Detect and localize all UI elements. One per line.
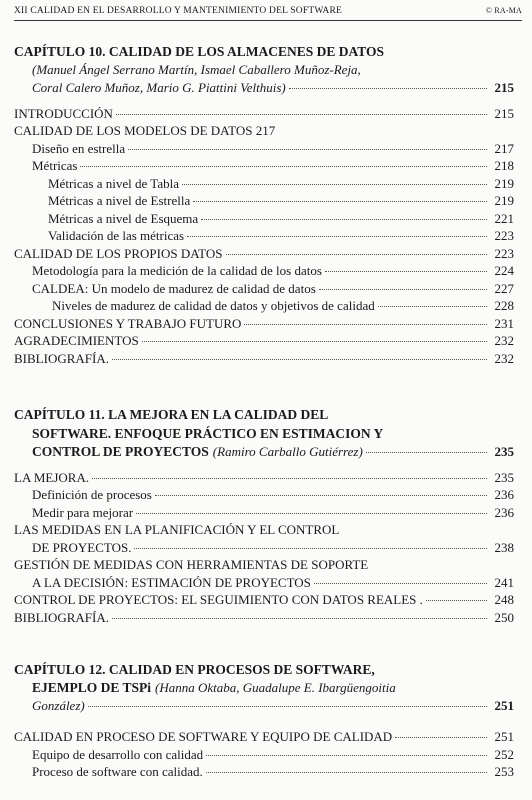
- toc-entry: [14, 350, 514, 368]
- leader-dots: [325, 271, 487, 272]
- leader-dots: [201, 219, 487, 220]
- toc-entry-text: A LA DECISIÓN: ESTIMACIÓN DE PROYECTOS: [32, 574, 311, 590]
- chapter-11-page: 235: [494, 444, 514, 459]
- toc-entry-text: CONCLUSIONES Y TRABAJO FUTURO: [14, 315, 242, 331]
- toc-entry-page: 223: [494, 228, 514, 243]
- leader-dots: [136, 513, 487, 514]
- toc-entry-text: CALIDAD EN PROCESO DE SOFTWARE Y EQUIPO DE CALIDAD: [14, 729, 393, 744]
- toc-entry-text: Proceso de software con calidad.: [32, 764, 203, 779]
- toc-entry-text: Definición de procesos: [32, 487, 152, 502]
- toc-entry-page: 221: [494, 210, 514, 226]
- toc-entry-page: 218: [494, 158, 514, 173]
- toc-entry: [14, 504, 514, 522]
- toc-entry-text: LA MEJORA.: [14, 469, 90, 485]
- toc-entry-gestion: [14, 556, 514, 574]
- leader-dots: [155, 495, 487, 496]
- toc-entry-page: 248: [494, 592, 514, 607]
- toc-entry: [14, 591, 514, 609]
- toc-entry-text: DE PROYECTOS.: [32, 539, 132, 555]
- toc-entry-text: Métricas a nivel de Tabla: [48, 175, 179, 191]
- toc-entry: [14, 210, 514, 228]
- leader-dots: [226, 254, 487, 255]
- chapter-11-title-line2: SOFTWARE. ENFOQUE PRÁCTICO EN ESTIMACION Y: [32, 426, 384, 441]
- toc-entry-page: 219: [494, 193, 514, 208]
- toc-entry-page: 223: [494, 245, 514, 261]
- chapter-11-title-line3: [14, 443, 514, 461]
- chapter-12-title-line2: [14, 679, 514, 697]
- header-title: XII CALIDAD EN EL DESARROLLO Y MANTENIMIENTO DEL SOFTWARE: [14, 6, 343, 16]
- leader-dots: [92, 478, 487, 479]
- toc-entry-text: Equipo de desarrollo con calidad: [32, 746, 204, 762]
- toc-entry: [14, 609, 514, 627]
- toc-entry-text: INTRODUCCIÓN: [14, 105, 113, 121]
- toc-entry-text: BIBLIOGRAFÍA.: [14, 350, 109, 366]
- chapter-10-authors-line2: [14, 79, 514, 97]
- chapter-11-entries-tail: [14, 591, 514, 626]
- toc-entry: [14, 175, 514, 193]
- toc-entry: [14, 157, 514, 175]
- toc-entry-text: AGRADECIMIENTOS: [14, 333, 139, 348]
- toc-entry-text: CALDEA: Un modelo de madurez de calidad de datos: [32, 280, 316, 296]
- toc-entry-text: LAS MEDIDAS EN LA PLANIFICACIÓN Y EL CONTROL: [14, 522, 340, 537]
- chapter-10-authors-text: Coral Calero Muñoz, Mario G. Piattini Velthuis): [32, 80, 286, 95]
- toc-entry-page: 232: [494, 350, 514, 366]
- toc-entry-page: 215: [494, 105, 514, 121]
- toc-entry: [14, 486, 514, 504]
- toc-entry-page: 217: [494, 140, 514, 156]
- chapter-11-entries: [14, 469, 514, 522]
- toc-entry-page: 238: [494, 539, 514, 555]
- leader-dots: [80, 166, 487, 167]
- toc-entry: [14, 122, 514, 140]
- leader-dots: [395, 737, 487, 738]
- toc-entry-text: GESTIÓN DE MEDIDAS CON HERRAMIENTAS DE SOPORTE: [14, 557, 369, 572]
- toc-entry: [14, 469, 514, 487]
- chapter-12-title-line1: CAPÍTULO 12. CALIDAD EN PROCESOS DE SOFTWARE,: [14, 662, 375, 677]
- toc-entry-text: Niveles de madurez de calidad de datos y objetivos de calidad: [52, 298, 375, 313]
- toc-entry-page: 252: [494, 746, 514, 762]
- leader-dots: [206, 772, 487, 773]
- toc-entry-page: 227: [494, 280, 514, 296]
- leader-dots: [289, 88, 487, 89]
- chapter-12-entries: [14, 728, 514, 781]
- toc-entry: [14, 332, 514, 350]
- toc-entry-page: 235: [494, 469, 514, 485]
- leader-dots: [378, 306, 487, 307]
- toc-entry-page: 250: [494, 609, 514, 625]
- leader-dots: [116, 114, 487, 115]
- toc-entry-page: 231: [494, 315, 514, 331]
- leader-dots: [206, 755, 487, 756]
- toc-entry-page: 224: [494, 263, 514, 278]
- chapter-12-authors-row: [14, 697, 514, 715]
- toc-entry-text: CONTROL DE PROYECTOS: EL SEGUIMIENTO CON DATOS REALES .: [14, 592, 423, 607]
- toc-entry-page: 219: [494, 175, 514, 191]
- leader-dots: [314, 583, 487, 584]
- chapter-10: [14, 42, 514, 367]
- toc-entry: [14, 280, 514, 298]
- toc-entry-text: CALIDAD DE LOS MODELOS DE DATOS 217: [14, 123, 276, 138]
- toc-entry-text: CALIDAD DE LOS PROPIOS DATOS: [14, 245, 223, 261]
- chapter-12: [14, 660, 514, 781]
- toc-entry-text: Métricas a nivel de Esquema: [48, 210, 199, 226]
- toc-entry: [14, 105, 514, 123]
- chapter-10-title: CAPÍTULO 10. CALIDAD DE LOS ALMACENES DE DATOS: [14, 44, 385, 59]
- leader-dots: [187, 236, 487, 237]
- publisher-mark: © RA-MA: [485, 6, 522, 15]
- chapter-11-authors: (Ramiro Carballo Gutiérrez): [212, 444, 363, 459]
- toc-entry-page: 241: [494, 574, 514, 590]
- toc-entry: [14, 227, 514, 245]
- leader-dots: [366, 452, 487, 453]
- toc-entry-page: 236: [494, 504, 514, 520]
- toc-entry-text: Metodología para la medición de la calidad de los datos: [32, 263, 322, 278]
- toc-entry-page: 253: [494, 764, 514, 779]
- leader-dots: [426, 600, 487, 601]
- toc-entry-gestion-cont: [14, 574, 514, 592]
- chapter-10-page: 215: [494, 80, 514, 95]
- toc-entry-text: Métricas: [32, 158, 78, 173]
- toc-entry-medidas: [14, 521, 514, 539]
- leader-dots: [88, 706, 487, 707]
- leader-dots: [142, 341, 487, 342]
- chapter-11-title-text: CONTROL DE PROYECTOS: [32, 444, 209, 459]
- chapter-12-authors-line2: González): [32, 697, 85, 713]
- toc-entry: [14, 746, 514, 764]
- chapter-12-page: 251: [494, 697, 514, 713]
- chapter-12-authors-line1: (Hanna Oktaba, Guadalupe E. Ibargüengoitia: [155, 680, 396, 695]
- chapter-10-authors-line1: (Manuel Ángel Serrano Martín, Ismael Caballero Muñoz-Reja,: [32, 62, 361, 77]
- toc-entry-page: 236: [494, 487, 514, 502]
- toc-entry-text: Métricas a nivel de Estrella: [48, 193, 191, 208]
- toc-entry-page: 232: [494, 333, 514, 348]
- toc-entry-page: 251: [494, 729, 514, 744]
- toc-entry-text: BIBLIOGRAFÍA.: [14, 609, 109, 625]
- leader-dots: [244, 324, 487, 325]
- chapter-10-entries: [14, 105, 514, 368]
- toc-entry-text: Medir para mejorar: [32, 504, 134, 520]
- toc-entry-text: Diseño en estrella: [32, 140, 126, 156]
- running-header: [14, 6, 522, 21]
- leader-dots: [193, 201, 487, 202]
- toc-entry: [14, 245, 514, 263]
- leader-dots: [134, 548, 487, 549]
- chapter-11: [14, 405, 514, 626]
- leader-dots: [112, 618, 487, 619]
- toc-entry-page: 228: [494, 298, 514, 313]
- toc-entry-text: Validación de las métricas: [48, 228, 185, 243]
- chapter-12-title-text: EJEMPLO DE TSPi: [32, 680, 152, 695]
- toc-entry: [14, 728, 514, 746]
- toc-entry: [14, 315, 514, 333]
- chapter-11-title-line1: CAPÍTULO 11. LA MEJORA EN LA CALIDAD DEL: [14, 407, 329, 422]
- leader-dots: [128, 149, 487, 150]
- leader-dots: [182, 184, 487, 185]
- toc-entry: [14, 192, 514, 210]
- toc-entry: [14, 140, 514, 158]
- leader-dots: [112, 359, 487, 360]
- toc-entry: [14, 262, 514, 280]
- toc-entry: [14, 763, 514, 781]
- toc-entry: [14, 297, 514, 315]
- leader-dots: [319, 289, 487, 290]
- toc-entry-medidas-cont: [14, 539, 514, 557]
